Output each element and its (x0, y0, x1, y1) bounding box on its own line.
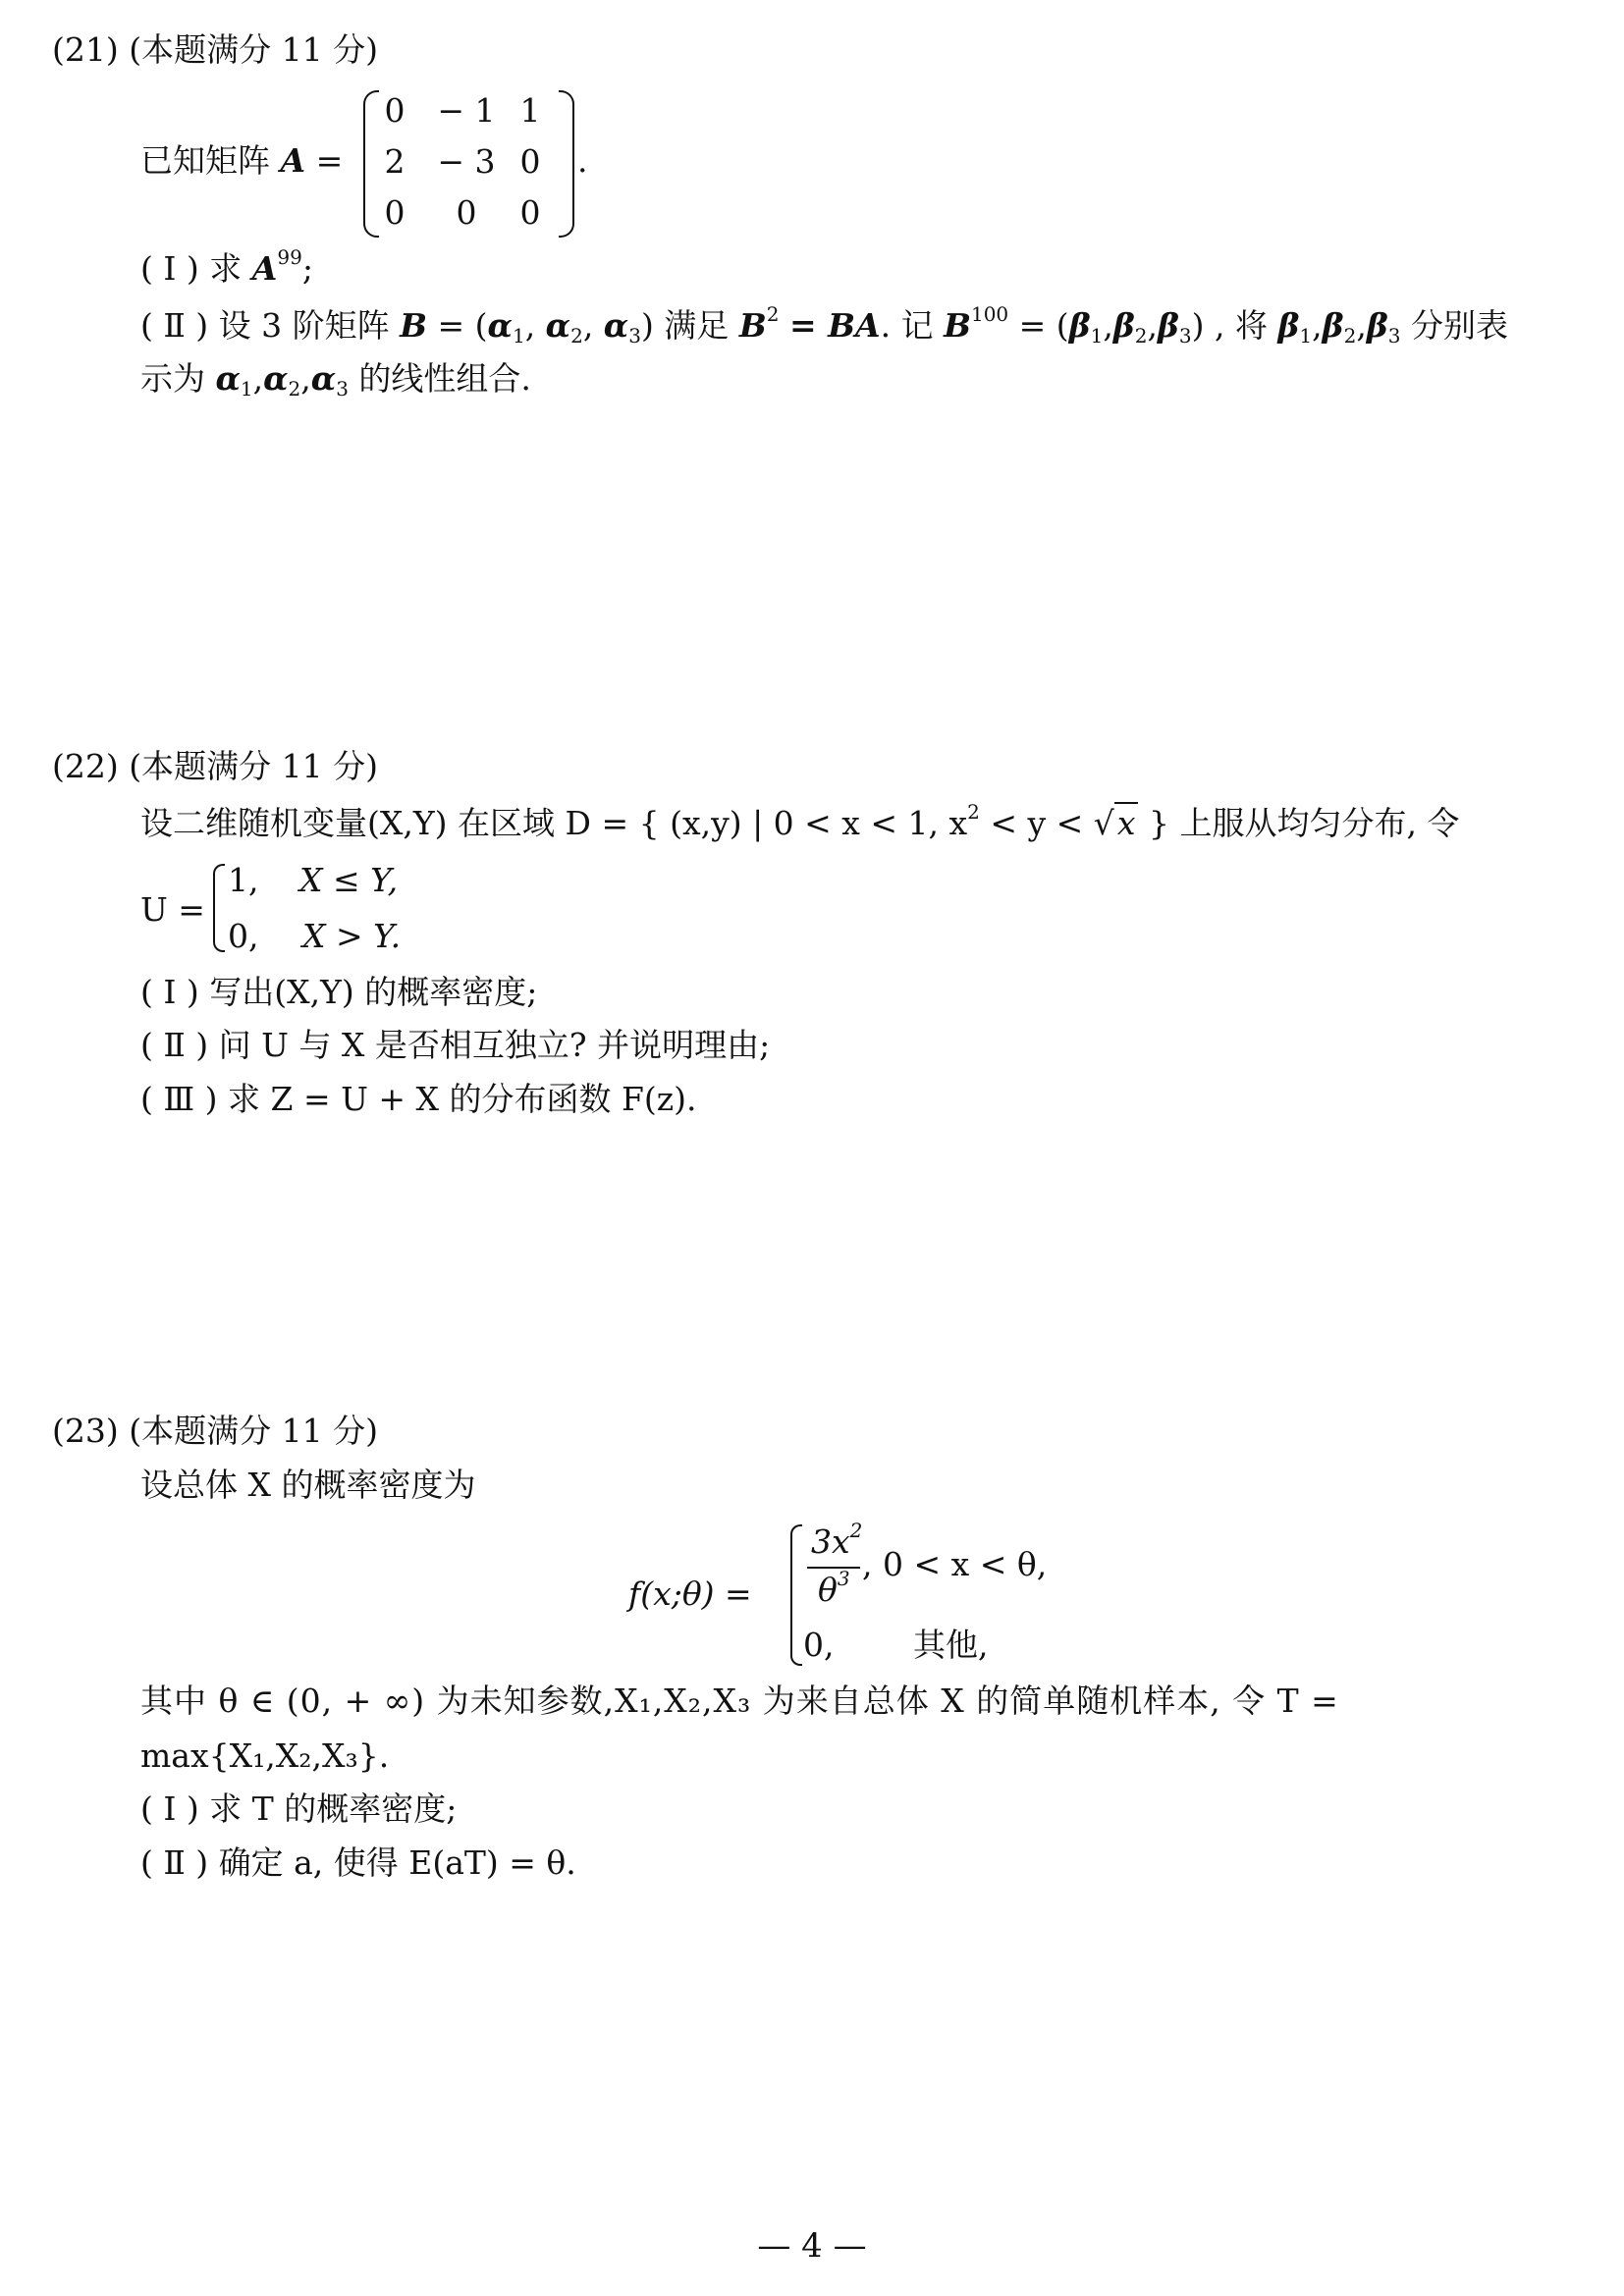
q23-f-label: f(x;θ) = (628, 1575, 752, 1613)
matrix-right-bracket (559, 90, 574, 238)
q23-intro: 设总体 X 的概率密度为 (140, 1466, 476, 1504)
matrix-cell: − 3 (437, 142, 496, 181)
matrix-cell: 0 (384, 193, 406, 232)
q23-numerator: $3x^2$ (811, 1519, 863, 1561)
q21-matrix (363, 90, 574, 238)
matrix-cell: 2 (384, 142, 406, 181)
q22-part2: ( Ⅱ ) 问 U 与 X 是否相互独立? 并说明理由; (140, 1026, 771, 1064)
q22-case1-val: 1, (228, 861, 259, 899)
q22-u-label: U = (140, 890, 205, 929)
matrix-cell: 1 (519, 91, 541, 130)
q21-equals: = (315, 141, 344, 180)
q23-case2-val: 0, (803, 1626, 835, 1664)
q21-intro (140, 140, 343, 182)
q21-part1: ( Ⅰ ) 求 $A^{99}$; (140, 245, 313, 288)
piecewise-brace (213, 864, 225, 952)
q22-case2-val: 0, (228, 917, 259, 955)
q22-case1-cond: X ≤ Y, (299, 861, 399, 899)
q23-part1: ( Ⅰ ) 求 T 的概率密度; (140, 1789, 458, 1828)
q21-part2-line1: ( Ⅱ ) 设 3 阶矩阵 $B = (\alpha_1$, $\alpha_2$, $\alpha_3$) 满足 $B^2$ = BA. 记 $B^{100} = (\beta_1,\beta_2,\beta_3)$ , 将 $\beta_1,\beta_2,\beta_3$ 分别表 (140, 302, 1508, 347)
matrix-cell: 0 (384, 91, 406, 130)
page-number: — 4 — (757, 2226, 867, 2266)
q21-header: (21) (本题满分 11 分) (52, 30, 378, 69)
q22-header: (22) (本题满分 11 分) (52, 747, 378, 785)
sqrt-radicand: x (1114, 802, 1139, 842)
q23-case2-cond: 其他, (913, 1626, 989, 1664)
q21-matrix-name: A (280, 141, 306, 180)
matrix-cell: − 1 (437, 91, 496, 130)
q21-intro-prefix: 已知矩阵 (140, 141, 270, 180)
matrix-cell: 0 (456, 193, 477, 232)
q23-line4: max{X₁,X₂,X₃}. (140, 1736, 390, 1775)
matrix-cell: 0 (519, 193, 541, 232)
fraction-bar (807, 1567, 860, 1569)
q23-part2: ( Ⅱ ) 确定 a, 使得 E(aT) = θ. (140, 1843, 576, 1882)
q23-header: (23) (本题满分 11 分) (52, 1412, 378, 1450)
q22-line1: 设二维随机变量(X,Y) 在区域 D = { (x,y) | 0 < x < 1, $x^2 < y < √x$ } 上服从均匀分布, 令 (140, 800, 1460, 842)
q23-denominator: $\theta^3$ (818, 1567, 850, 1609)
q23-line3: 其中 θ ∈ (0, + ∞) 为未知参数,X₁,X₂,X₃ 为来自总体 X 的简单随机样本, 令 T = (140, 1682, 1339, 1720)
q22-part1: ( Ⅰ ) 写出(X,Y) 的概率密度; (140, 973, 538, 1011)
piecewise-brace (790, 1524, 802, 1666)
q21-period: . (577, 141, 588, 180)
q23-case1-cond: , 0 < x < θ, (862, 1545, 1048, 1583)
matrix-cell: 0 (519, 142, 541, 181)
q22-part3: ( Ⅲ ) 求 Z = U + X 的分布函数 F(z). (140, 1080, 697, 1118)
q22-case2-cond: X > Y. (302, 917, 402, 955)
q21-part2-line2: 示为 $\alpha_1,\alpha_2,\alpha_3$ 的线性组合. (140, 359, 531, 400)
